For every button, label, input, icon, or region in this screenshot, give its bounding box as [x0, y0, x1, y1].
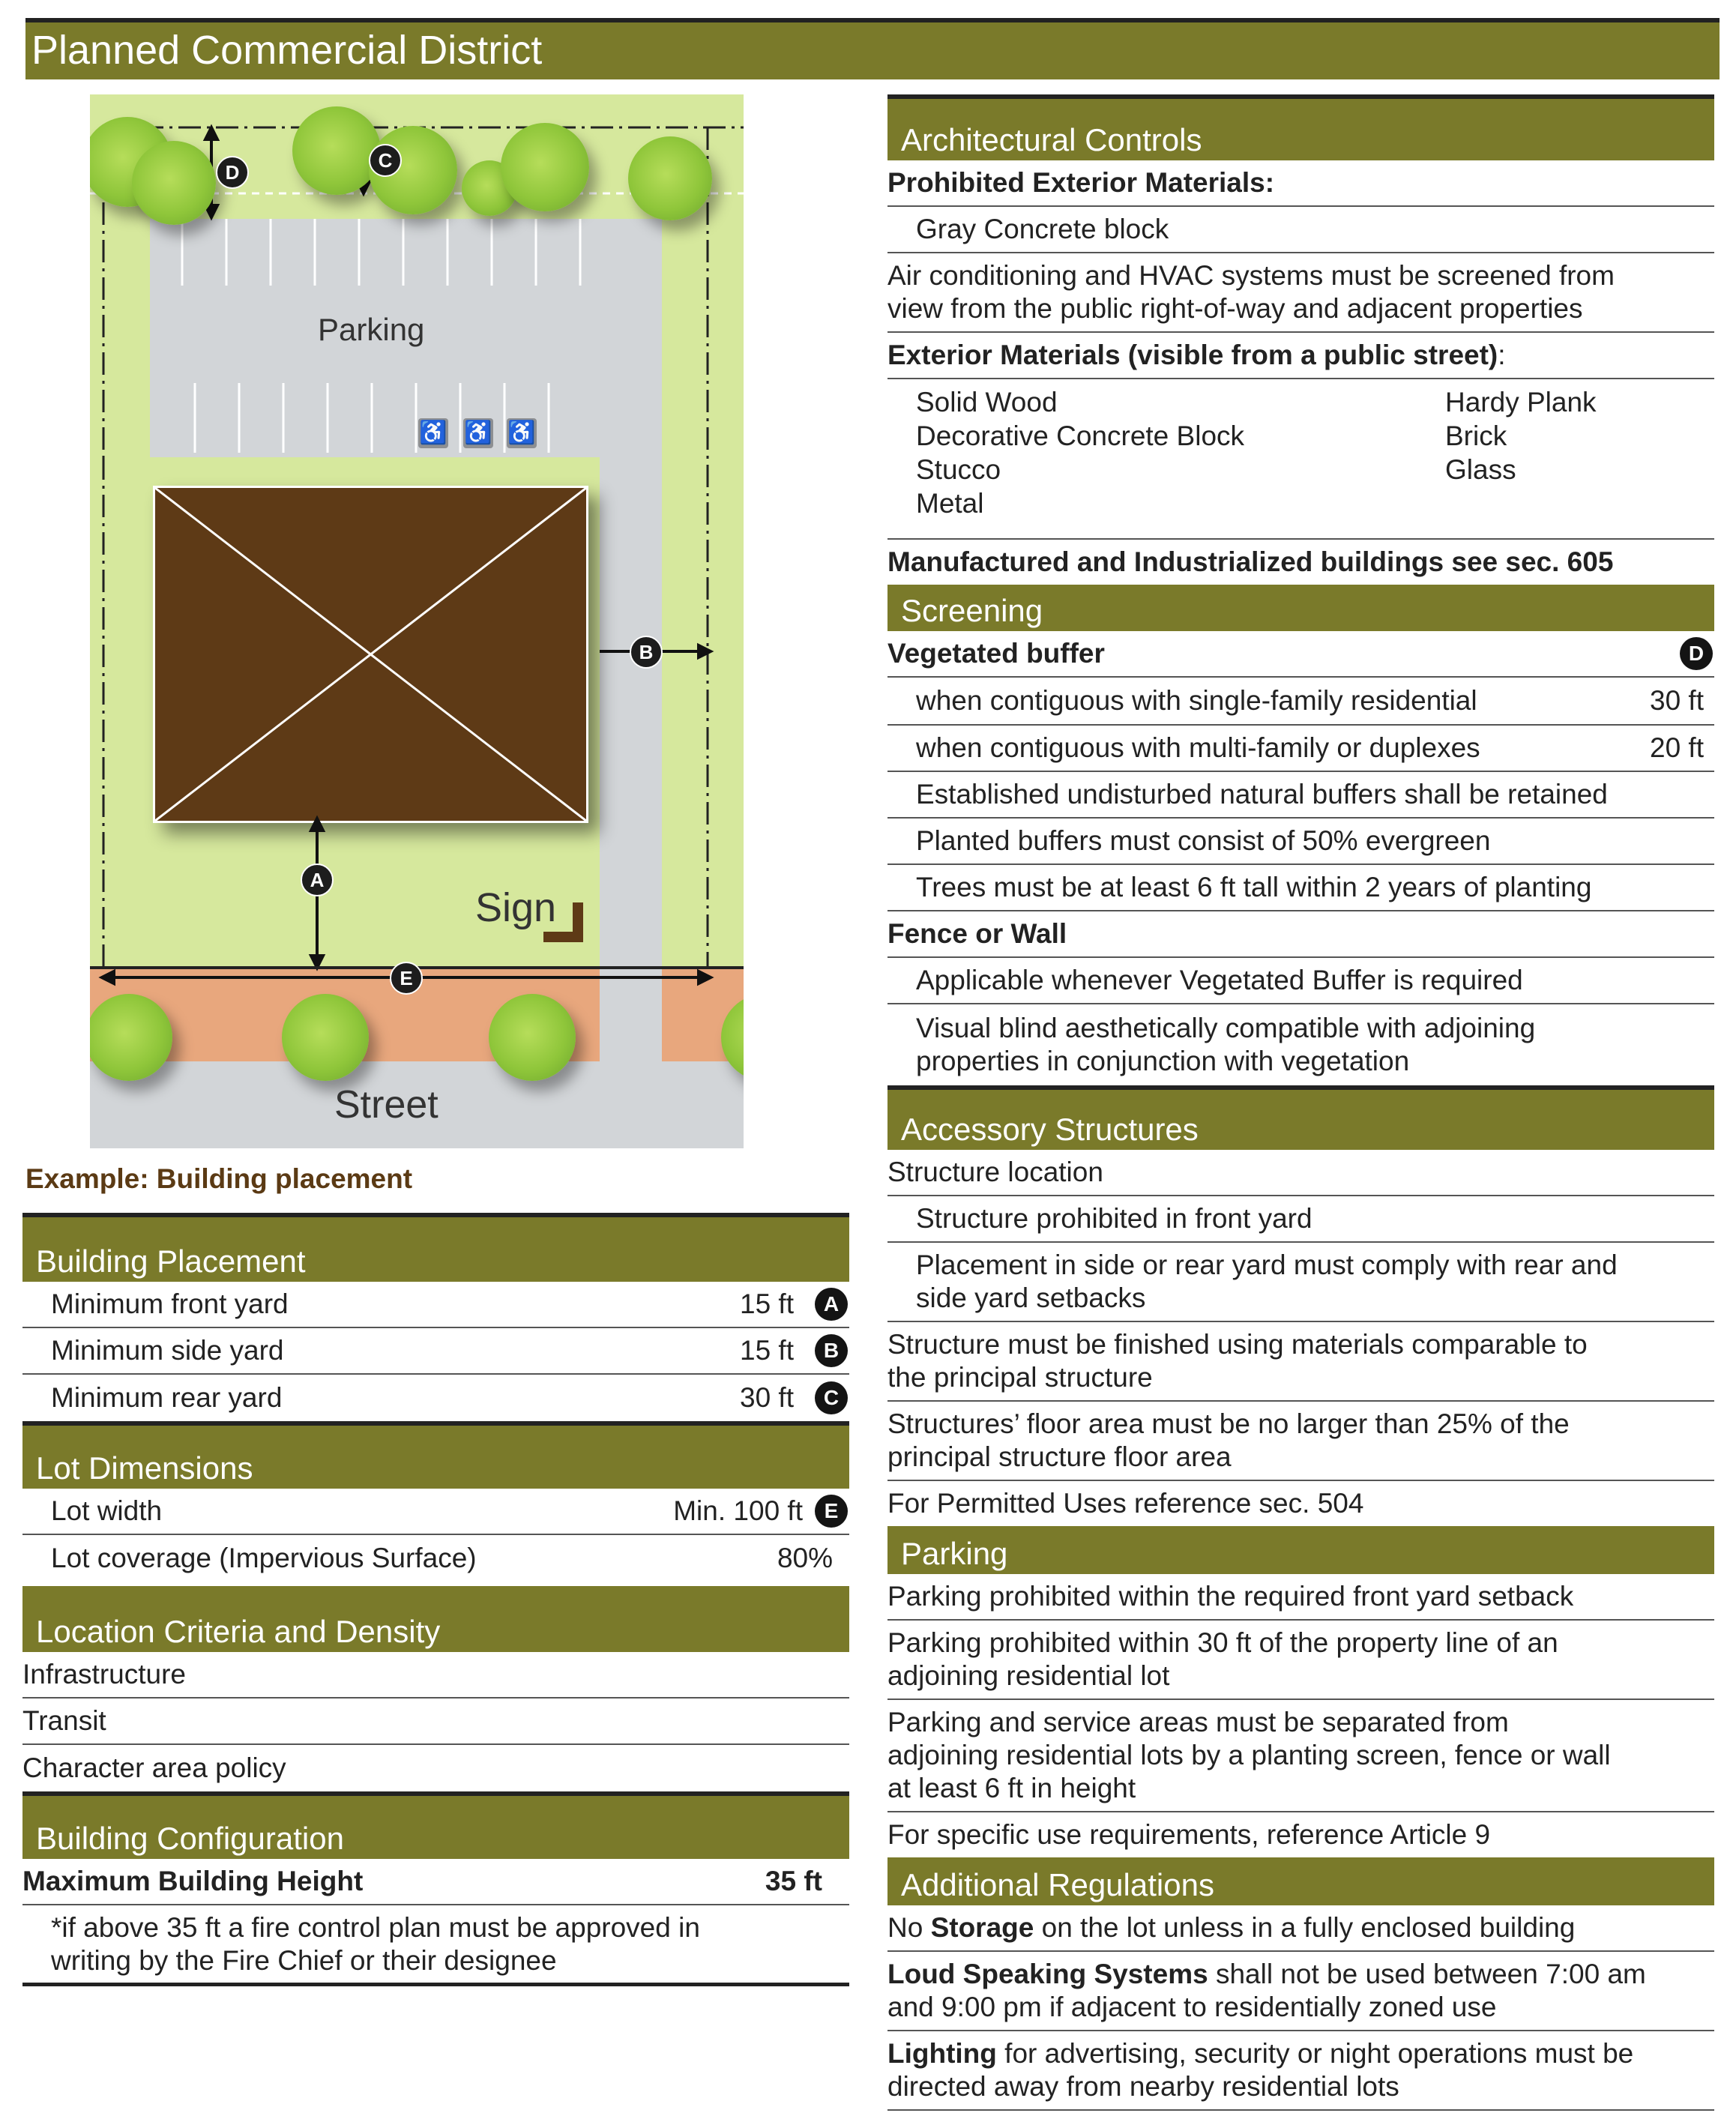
row-label: Gray Concrete block: [916, 214, 1169, 244]
table-row: [887, 1574, 1714, 1621]
row-line: the principal structure: [887, 1362, 1153, 1393]
table-row: [887, 1150, 1714, 1196]
table-row: [22, 1905, 849, 1986]
material-item: Hardy Plank: [1445, 387, 1597, 418]
site-plan-diagram: [90, 94, 744, 1148]
table-row: [887, 726, 1714, 772]
row-value: 80%: [777, 1543, 833, 1573]
table-row: [887, 1905, 1714, 1952]
additional-regulations-header: Additional Regulations: [887, 1857, 1714, 1905]
street-label: Street: [334, 1083, 438, 1127]
row-line: directed away from nearby residential lots: [887, 2071, 1399, 2102]
row-label: Minimum rear yard: [51, 1382, 283, 1413]
marker-c: C: [815, 1381, 848, 1414]
tree: [489, 994, 576, 1081]
row-label: Structure location: [887, 1157, 1103, 1187]
note-line: writing by the Fire Chief or their designee: [51, 1944, 557, 1976]
table-row: [22, 1652, 849, 1698]
text-run: for advertising, security or night operations must be: [996, 2038, 1634, 2069]
building-configuration-header: Building Configuration: [22, 1791, 849, 1859]
lot-dimensions-header: Lot Dimensions: [22, 1421, 849, 1489]
row-label: Maximum Building Height: [22, 1866, 364, 1896]
row-value: 30 ft: [1650, 685, 1704, 716]
row-label: Minimum front yard: [51, 1288, 289, 1319]
accessible-parking-icon: ♿: [463, 418, 493, 448]
text-run: shall not be used between 7:00 am: [1208, 1959, 1646, 1989]
table-row: [887, 819, 1714, 865]
material-item: Decorative Concrete Block: [916, 421, 1245, 451]
row-label: Lot width: [51, 1495, 163, 1526]
row-line: adjoining residential lot: [887, 1660, 1170, 1691]
table-row: [22, 1535, 849, 1582]
row-label: For specific use requirements, reference Article 9: [887, 1819, 1491, 1850]
table-row: [22, 1698, 849, 1745]
row-label: Parking prohibited within the required front yard setback: [887, 1581, 1574, 1612]
table-row: [887, 1402, 1714, 1481]
material-item: Brick: [1445, 421, 1507, 451]
page-title: Planned Commercial District: [31, 28, 543, 73]
building-placement-header: Building Placement: [22, 1213, 849, 1282]
table-row: [887, 2031, 1714, 2111]
text-run-bold: Lighting: [887, 2038, 997, 2069]
table-row: [887, 865, 1714, 911]
row-line: view from the public right-of-way and adjacent properties: [887, 293, 1583, 324]
row-label: when contiguous with single-family residential: [916, 685, 1477, 716]
table-row: [887, 772, 1714, 819]
table-row: [887, 911, 1714, 958]
table-row: [22, 1859, 849, 1905]
row-label: Planted buffers must consist of 50% evergreen: [916, 825, 1491, 856]
parking-label: Parking: [318, 312, 425, 347]
material-item: Stucco: [916, 454, 1001, 485]
row-label: Manufactured and Industrialized buildings see sec. 605: [887, 546, 1614, 577]
tree: [282, 994, 369, 1081]
row-value: 35 ft: [765, 1866, 822, 1896]
marker-a: A: [815, 1288, 848, 1321]
row-line: adjoining residential lots by a planting screen, fence or wall: [887, 1740, 1611, 1770]
materials-list: [887, 379, 1714, 540]
row-line: and 9:00 pm if adjacent to residentially zoned use: [887, 1992, 1497, 2022]
table-row: [887, 1004, 1714, 1085]
marker-c: C: [369, 144, 402, 177]
row-value: 30 ft: [740, 1382, 794, 1413]
table-row: [887, 207, 1714, 253]
screening-header: Screening: [887, 585, 1714, 631]
row-line: Structure must be finished using materials comparable to: [887, 1329, 1588, 1360]
row-line: Structures’ floor area must be no larger than 25% of the: [887, 1408, 1570, 1439]
table-row: [887, 1196, 1714, 1243]
table-row: [887, 1481, 1714, 1526]
row-label: Lot coverage (Impervious Surface): [51, 1543, 477, 1573]
row-line: side yard setbacks: [916, 1282, 1146, 1313]
parking-header: Parking: [887, 1526, 1714, 1574]
marker-d: D: [216, 156, 249, 189]
table-row: [887, 678, 1714, 726]
row-label: Fence or Wall: [887, 918, 1067, 949]
text-run-bold: Loud Speaking Systems: [887, 1959, 1208, 1989]
left-tables: [22, 1213, 849, 1986]
row-line: Air conditioning and HVAC systems must be screened from: [887, 260, 1615, 291]
right-tables: [887, 94, 1714, 2111]
marker-e: E: [390, 962, 423, 995]
marker-e: E: [815, 1495, 848, 1528]
row-label: Prohibited Exterior Materials:: [887, 167, 1275, 198]
row-label: Character area policy: [22, 1752, 286, 1783]
row-line: Visual blind aesthetically compatible with adjoining: [916, 1013, 1536, 1043]
row-label: Established undisturbed natural buffers shall be retained: [916, 779, 1608, 810]
accessory-structures-header: Accessory Structures: [887, 1085, 1714, 1150]
table-row: [887, 1952, 1714, 2031]
table-row: [887, 958, 1714, 1004]
architectural-controls-header: Architectural Controls: [887, 94, 1714, 160]
table-row: [887, 1700, 1714, 1812]
row-value: Min. 100 ft: [673, 1495, 803, 1526]
location-criteria-header: Location Criteria and Density: [22, 1586, 849, 1652]
row-value: 15 ft: [740, 1288, 794, 1319]
text-run: No: [887, 1912, 931, 1943]
accessible-parking-icon: ♿: [418, 418, 448, 448]
page-title-banner: [25, 18, 1720, 79]
table-row: [887, 631, 1714, 678]
accessible-parking-icon: ♿: [507, 418, 537, 448]
row-label: For Permitted Uses reference sec. 504: [887, 1488, 1364, 1519]
row-label-colon: :: [1498, 340, 1506, 370]
row-label: Trees must be at least 6 ft tall within 2 years of planting: [916, 872, 1592, 902]
marker-a: A: [301, 863, 334, 896]
table-row: [887, 333, 1714, 379]
table-row: [22, 1328, 849, 1375]
table-row: [887, 1812, 1714, 1857]
table-row: [887, 253, 1714, 333]
row-label: Applicable whenever Vegetated Buffer is required: [916, 965, 1523, 995]
row-label: Infrastructure: [22, 1659, 186, 1690]
material-item: Solid Wood: [916, 387, 1058, 418]
material-item: Metal: [916, 488, 984, 519]
table-row: [887, 1243, 1714, 1322]
row-line: Placement in side or rear yard must comply with rear and: [916, 1250, 1618, 1280]
row-label: when contiguous with multi-family or duplexes: [916, 732, 1480, 763]
sign-label: Sign: [475, 885, 557, 930]
row-line: properties in conjunction with vegetation: [916, 1046, 1410, 1076]
table-row: [887, 1322, 1714, 1402]
marker-d: D: [1680, 637, 1713, 670]
table-row: [887, 1621, 1714, 1700]
note-line: *if above 35 ft a fire control plan must be approved in: [51, 1911, 700, 1943]
row-label: Exterior Materials (visible from a public street): [887, 340, 1498, 370]
row-label: Minimum side yard: [51, 1335, 284, 1366]
row-value: 20 ft: [1650, 732, 1704, 763]
table-row: [887, 540, 1714, 585]
table-row: [887, 160, 1714, 207]
row-line: Parking prohibited within 30 ft of the property line of an: [887, 1627, 1558, 1658]
plan-caption: Example: Building placement: [25, 1163, 413, 1194]
row-label: Vegetated buffer: [887, 638, 1105, 669]
row-label: Structure prohibited in front yard: [916, 1203, 1312, 1234]
material-item: Glass: [1445, 454, 1516, 485]
table-row: [22, 1745, 849, 1791]
marker-b: B: [815, 1334, 848, 1367]
row-line: Parking and service areas must be separated from: [887, 1707, 1509, 1737]
table-row: [22, 1282, 849, 1328]
row-line: at least 6 ft in height: [887, 1773, 1136, 1803]
text-run: on the lot unless in a fully enclosed building: [1034, 1912, 1576, 1943]
table-row: [22, 1489, 849, 1535]
row-label: Transit: [22, 1705, 106, 1736]
row-value: 15 ft: [740, 1335, 794, 1366]
marker-b: B: [630, 636, 663, 669]
text-run-bold: Storage: [930, 1912, 1034, 1943]
row-line: principal structure floor area: [887, 1441, 1232, 1472]
table-row: [22, 1375, 849, 1421]
